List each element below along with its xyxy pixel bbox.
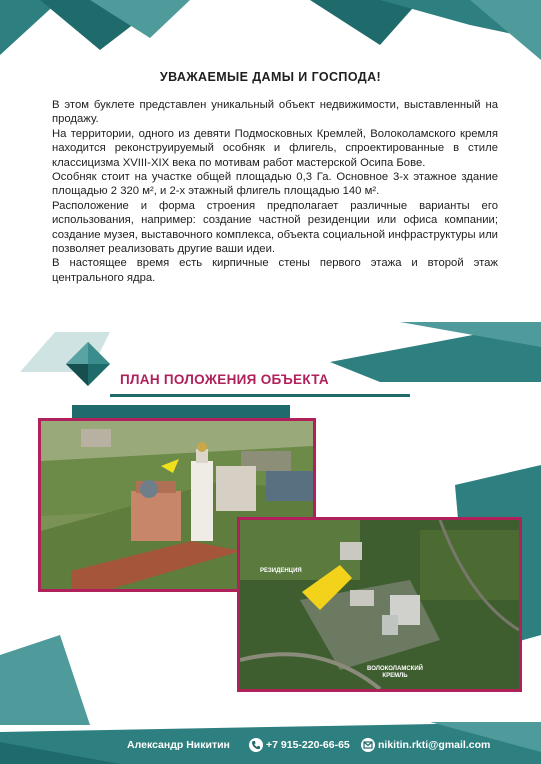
contact-email[interactable]: nikitin.rkti@gmail.com — [378, 739, 491, 751]
top-decoration — [0, 0, 541, 62]
phone-icon — [249, 738, 263, 752]
contact-name: Александр Никитин — [127, 739, 230, 751]
section-title: ПЛАН ПОЛОЖЕНИЯ ОБЪЕКТА — [120, 372, 329, 387]
kremlin-label: ВОЛОКОЛАМСКИЙ КРЕМЛЬ — [367, 666, 423, 679]
footer — [0, 730, 541, 764]
residence-label: РЕЗИДЕНЦИЯ — [260, 568, 302, 574]
diamond-logo-icon — [64, 340, 112, 388]
mail-icon — [361, 738, 375, 752]
contact-phone[interactable]: +7 915-220-66-65 — [266, 739, 350, 751]
paragraph-1: В этом буклете представлен уникальный объект недвижимости, выставленный на продажу. — [52, 99, 498, 126]
intro-text — [52, 98, 498, 285]
paragraph-4: Расположение и форма строения предполагает различные варианты его использования, например: создание частной резиденции или офиса компании; создание музея, выставочного комплекса, объекта социальной инфраструктуры или позволяет реализовать другие ваши идеи. — [52, 199, 498, 256]
paragraph-5: В настоящее время есть кирпичные стены первого этажа и второй этаж центрального ядра. — [52, 257, 498, 284]
satellite-map — [237, 517, 522, 692]
paragraph-3: Особняк стоит на участке общей площадью 0,3 Га. Основное 3-х этажное здание площадью 2 320 м², и 2-х этажный флигель площадью 140 м². — [52, 171, 498, 198]
satellite-map-image — [240, 520, 519, 689]
paragraph-2: На территории, одного из девяти Подмосковных Кремлей, Волоколамского кремля находится реконструируемый особняк и флигель, спроектированные в стиле классицизма XVIII-XIX века по мотивам работ мастерской Осипа Бове. — [52, 127, 498, 169]
page-heading: УВАЖАЕМЫЕ ДАМЫ И ГОСПОДА! — [159, 70, 382, 84]
